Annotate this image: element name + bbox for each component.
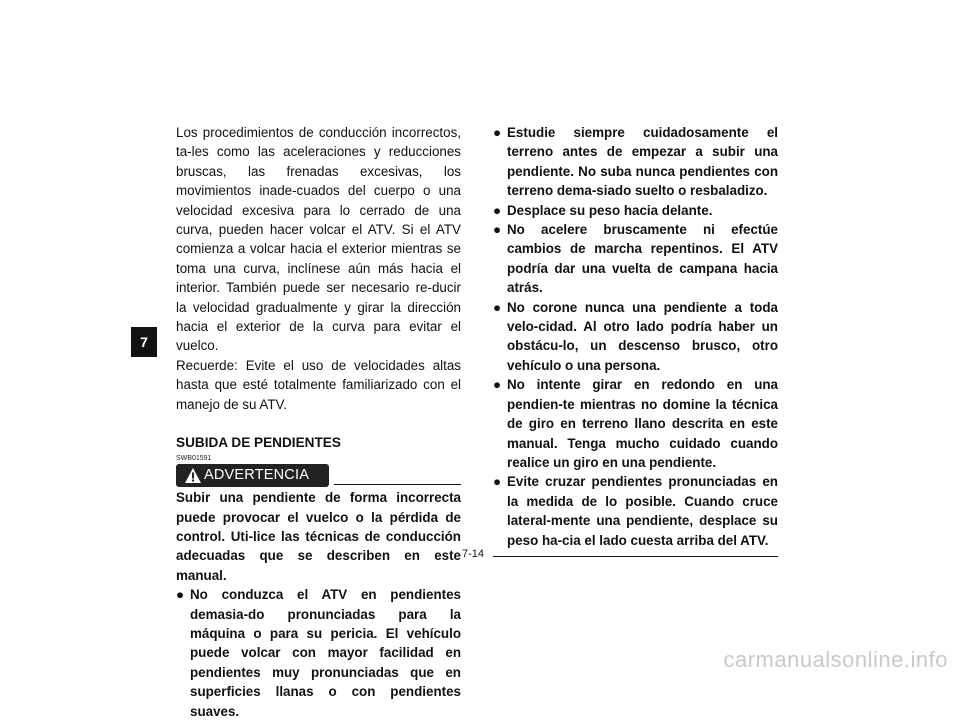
list-item xyxy=(493,375,778,472)
warning-label: ADVERTENCIA xyxy=(204,467,310,484)
right-bullet-list xyxy=(493,123,778,550)
bullet-text: No intente girar en redondo en una pendien-te mientras no domine la técnica de giro en terreno llano descrita en este manual. Tenga mucho cuidado cuando realice un giro en una pendiente. xyxy=(507,377,778,470)
list-item xyxy=(493,472,778,550)
intro-paragraph: Los procedimientos de conducción incorrectos, ta-les como las aceleraciones y reducciones bruscas, las frenadas excesivas, los movimientos inade-cuados del cuerpo o una velocidad excesiva para lo cerrado de una curva, pueden hacer volcar el ATV. Si el ATV comienza a volcar hacia el exterior mientras se toma una curva, inclínese aún más hacia el interior. También puede ser necesario re-ducir la velocidad gradualmente y girar la dirección hacia el exterior de la curva para evitar el vuelco. xyxy=(176,125,461,354)
left-column xyxy=(176,123,461,721)
right-column xyxy=(493,123,778,557)
warning-rule xyxy=(334,484,461,485)
warning-code: SWB01591 xyxy=(176,455,212,463)
warning-badge xyxy=(176,464,329,487)
list-item xyxy=(493,220,778,298)
page-number: 7-14 xyxy=(462,548,485,560)
warning-header xyxy=(176,464,461,488)
bullet-text: No conduzca el ATV en pendientes demasia-do pronunciadas para la máquina o para su pericia. El vehículo puede volcar con mayor facilidad en pendientes muy pronunciadas que en superficies llanas o con pendientes suaves. xyxy=(190,587,461,719)
bullet-icon: ● xyxy=(176,587,185,603)
bullet-icon: ● xyxy=(493,202,502,218)
list-item xyxy=(493,298,778,376)
bullet-text: Evite cruzar pendientes pronunciadas en la medida de lo posible. Cuando cruce lateral-mente una pendiente, desplace su peso ha-cia el lado cuesta arriba del ATV. xyxy=(507,474,778,548)
chapter-tab: 7 xyxy=(131,327,157,357)
left-bullet-list xyxy=(176,585,461,721)
bullet-text: No corone nunca una pendiente a toda velo-cidad. Al otro lado podría haber un obstácu-lo, un descenso brusco, otro vehículo o una persona. xyxy=(507,299,778,373)
bullet-icon: ● xyxy=(493,222,502,238)
bullet-text: Estudie siempre cuidadosamente el terreno antes de empezar a subir una pendiente. No suba nunca pendientes con terreno dema-siado suelto o resbaladizo. xyxy=(507,125,778,199)
section-title: SUBIDA DE PENDIENTES xyxy=(176,435,341,451)
list-item xyxy=(493,123,778,201)
bullet-icon: ● xyxy=(493,299,502,315)
warning-text: Subir una pendiente de forma incorrecta puede provocar el vuelco o la pérdida de control. Uti-lice las técnicas de conducción adecuadas que se describen en este manual. xyxy=(176,490,461,583)
warning-end-rule xyxy=(493,556,778,557)
watermark: carmanualsonline.info xyxy=(723,647,948,672)
bullet-text: No acelere bruscamente ni efectúe cambios de marcha repentinos. El ATV podría dar una vuelta de campana hacia atrás. xyxy=(507,222,778,296)
bullet-icon: ● xyxy=(493,125,502,140)
warning-triangle-icon xyxy=(184,467,202,484)
list-item xyxy=(176,585,461,721)
list-item xyxy=(493,201,778,220)
bullet-icon: ● xyxy=(493,474,502,490)
bullet-text: Desplace su peso hacia delante. xyxy=(507,202,713,218)
bullet-icon: ● xyxy=(493,377,502,393)
remember-paragraph: Recuerde: Evite el uso de velocidades altas hasta que esté totalmente familiarizado con el manejo de su ATV. xyxy=(176,357,461,412)
